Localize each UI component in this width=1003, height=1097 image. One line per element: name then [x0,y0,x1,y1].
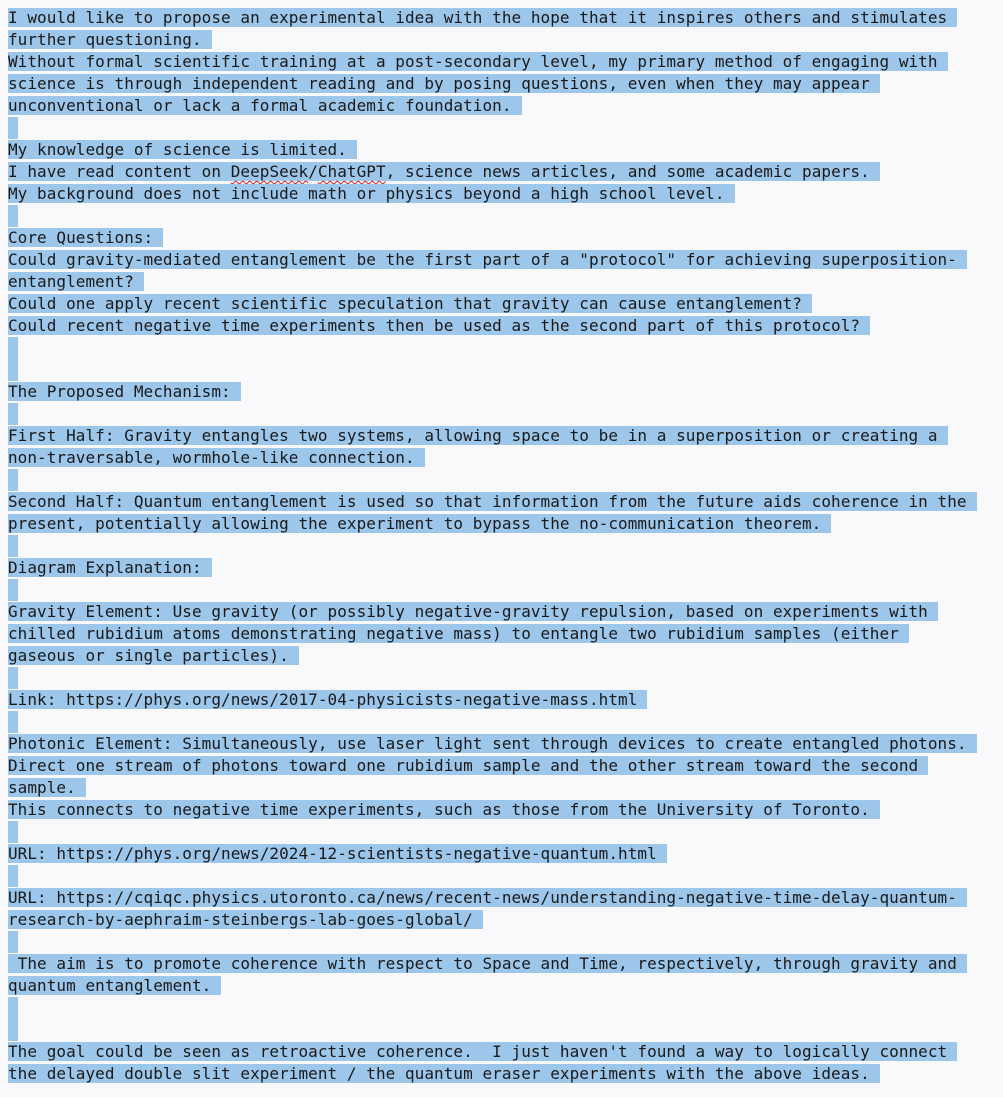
text-segment: / [308,162,318,181]
selection-highlight: gaseous or single particles). [8,646,299,665]
text-line[interactable] [8,689,1003,711]
text-line[interactable] [8,139,1003,161]
text-line[interactable] [8,821,1003,843]
text-line[interactable] [8,29,1003,51]
selection-highlight: My background does not include math or physics beyond a high school level. [8,184,735,203]
text-line[interactable] [8,51,1003,73]
text-line[interactable] [8,117,1003,139]
text-line[interactable] [8,469,1003,491]
selection-highlight: quantum entanglement. [8,976,221,995]
text-line[interactable] [8,1063,1003,1085]
misspelled-word: ChatGPT [317,162,386,181]
selection-highlight: the delayed double slit experiment / the quantum eraser experiments with the above ideas. [8,1064,880,1083]
text-line[interactable] [8,73,1003,95]
selection-highlight [8,337,18,359]
selection-highlight: entanglement? [8,272,144,291]
text-line[interactable] [8,227,1003,249]
selection-highlight: chilled rubidium atoms demonstrating negative mass) to entangle two rubidium samples (either [8,624,909,643]
text-line[interactable] [8,975,1003,997]
text-line[interactable] [8,249,1003,271]
selection-highlight [8,997,18,1019]
selection-highlight: Link: https://phys.org/news/2017-04-physicists-negative-mass.html [8,690,647,709]
selection-highlight [8,403,18,425]
selection-highlight: I would like to propose an experimental idea with the hope that it inspires others and stimulates [8,8,957,27]
selection-highlight [8,865,18,887]
text-line[interactable] [8,1019,1003,1041]
selection-highlight: Diagram Explanation: [8,558,212,577]
selection-highlight [8,162,880,181]
text-line[interactable] [8,535,1003,557]
selection-highlight: Gravity Element: Use gravity (or possibly negative-gravity repulsion, based on experiments with [8,602,938,621]
text-line[interactable] [8,667,1003,689]
selection-highlight [8,711,18,733]
selection-highlight: sample. [8,778,86,797]
text-segment: , science news articles, and some academic papers. [385,162,870,181]
text-line[interactable] [8,359,1003,381]
selection-highlight [8,469,18,491]
selection-highlight: Photonic Element: Simultaneously, use laser light sent through devices to create entangled photons. [8,734,977,753]
text-line[interactable] [8,931,1003,953]
text-line[interactable] [8,381,1003,403]
misspelled-word: DeepSeek [230,162,309,181]
text-line[interactable] [8,755,1003,777]
selection-highlight: non-traversable, wormhole-like connection. [8,448,425,467]
selection-highlight: present, potentially allowing the experiment to bypass the no-communication theorem. [8,514,831,533]
text-line[interactable] [8,557,1003,579]
selection-highlight: Second Half: Quantum entanglement is used so that information from the future aids coherence in the [8,492,977,511]
selection-highlight: My knowledge of science is limited. [8,140,357,159]
text-line[interactable] [8,579,1003,601]
selection-highlight: The aim is to promote coherence with respect to Space and Time, respectively, through gravity and [8,954,967,973]
text-line[interactable] [8,997,1003,1019]
selection-highlight: The goal could be seen as retroactive coherence. I just haven't found a way to logically connect [8,1042,957,1061]
selection-highlight [8,579,18,601]
text-line[interactable] [8,403,1003,425]
selection-highlight: Direct one stream of photons toward one rubidium sample and the other stream toward the second [8,756,928,775]
text-line[interactable] [8,205,1003,227]
selection-highlight [8,117,18,139]
text-line[interactable] [8,733,1003,755]
text-line[interactable] [8,491,1003,513]
text-segment: I have read content on [8,162,231,181]
selection-highlight: Could gravity-mediated entanglement be the first part of a "protocol" for achieving superposition- [8,250,967,269]
text-line[interactable] [8,843,1003,865]
text-line[interactable] [8,799,1003,821]
text-line[interactable] [8,271,1003,293]
text-line[interactable] [8,7,1003,29]
text-line[interactable] [8,601,1003,623]
text-line[interactable] [8,887,1003,909]
text-line[interactable] [8,865,1003,887]
selection-highlight [8,205,18,227]
selection-highlight: URL: https://phys.org/news/2024-12-scientists-negative-quantum.html [8,844,667,863]
text-line[interactable] [8,447,1003,469]
selection-highlight: This connects to negative time experiments, such as those from the University of Toronto. [8,800,880,819]
selection-highlight [8,667,18,689]
text-line[interactable] [8,1041,1003,1063]
selection-highlight: science is through independent reading and by posing questions, even when they may appear [8,74,880,93]
selection-highlight: The Proposed Mechanism: [8,382,241,401]
selection-highlight [8,931,18,953]
text-line[interactable] [8,623,1003,645]
selection-highlight [8,535,18,557]
selection-highlight: URL: https://cqiqc.physics.utoronto.ca/news/recent-news/understanding-negative-time-delay-quantum- [8,888,967,907]
selection-highlight: Could recent negative time experiments then be used as the second part of this protocol? [8,316,870,335]
text-line[interactable] [8,161,1003,183]
selected-text-block[interactable] [8,7,1003,1085]
selection-highlight: unconventional or lack a formal academic foundation. [8,96,522,115]
text-line[interactable] [8,909,1003,931]
text-line[interactable] [8,953,1003,975]
text-line[interactable] [8,293,1003,315]
selection-highlight [8,1019,18,1041]
selection-highlight: Core Questions: [8,228,163,247]
selection-highlight: further questioning. [8,30,212,49]
text-line[interactable] [8,513,1003,535]
selection-highlight: Without formal scientific training at a post-secondary level, my primary method of engaging with [8,52,948,71]
text-line[interactable] [8,645,1003,667]
text-line[interactable] [8,95,1003,117]
selection-highlight [8,821,18,843]
text-line[interactable] [8,337,1003,359]
text-line[interactable] [8,777,1003,799]
selection-highlight [8,359,18,381]
text-line[interactable] [8,315,1003,337]
selection-highlight: First Half: Gravity entangles two systems, allowing space to be in a superposition or creating a [8,426,948,445]
selection-highlight: research-by-aephraim-steinbergs-lab-goes-global/ [8,910,483,929]
selection-highlight: Could one apply recent scientific speculation that gravity can cause entanglement? [8,294,812,313]
text-line[interactable] [8,183,1003,205]
text-line[interactable] [8,425,1003,447]
text-line[interactable] [8,711,1003,733]
